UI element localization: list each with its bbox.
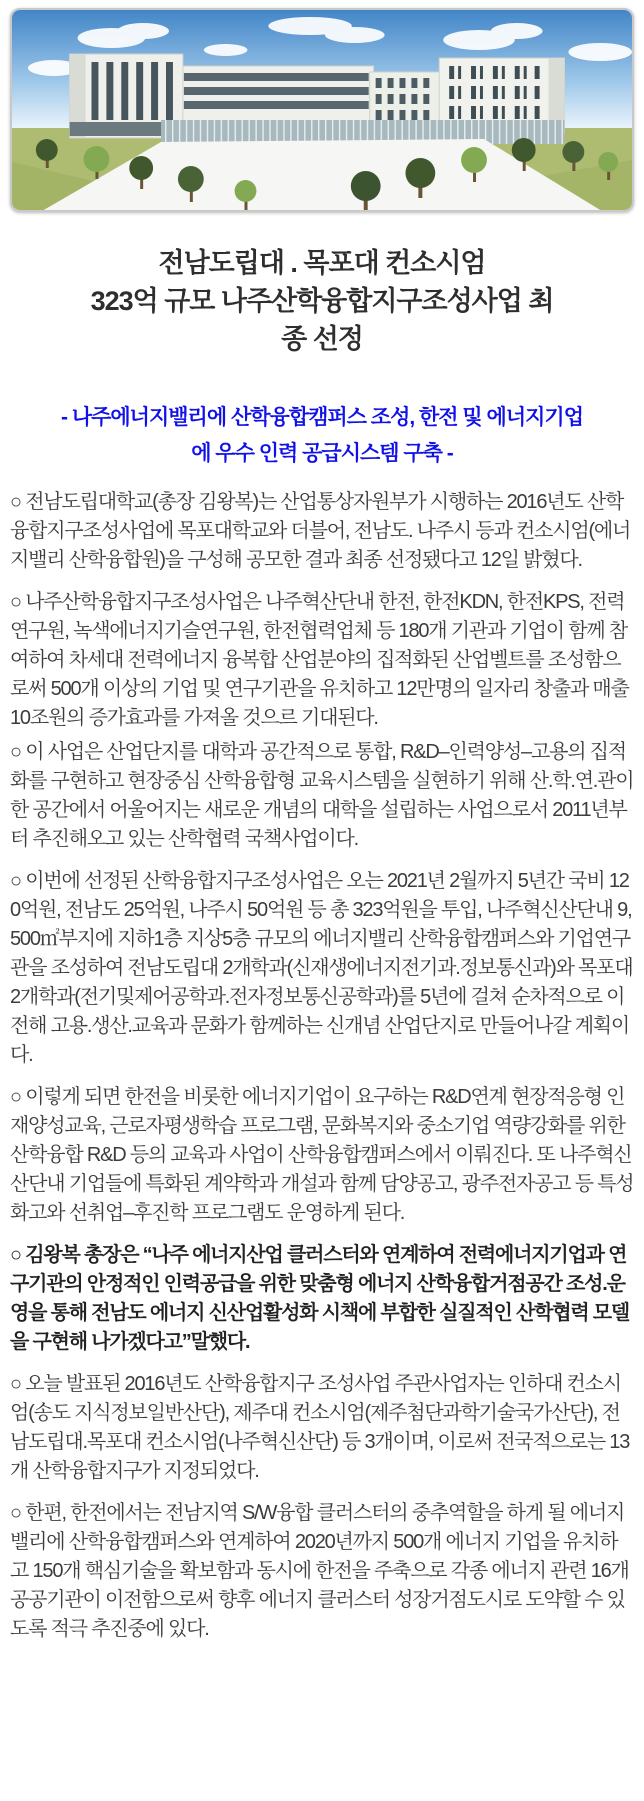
article-paragraph: ○ 이번에 선정된 산학융합지구조성사업은 오는 2021년 2월까지 5년간 국비 120억원, 전남도 25억원, 나주시 50억원 등 총 323억원을 투입, 나주혁신산단내 9,500㎡부지에 지하1층 지상5층 규모의 에너지밸리 산학융합캠퍼스와 기업연구관을 조성하여 전남도립대 2개학과(신재생에너지전기과.정보통신과)와 목포대 2개학과(전기및제어공학과.전자정보통신공학과)를 5년에 걸쳐 순차적으로 이전해 고용.생산.교육과 문화가 함께하는 신개념 산업단지로 만들어나갈 계획이다. xyxy=(10,870,633,1066)
title-line: 전남도립대 . 목포대 컨소시엄 xyxy=(158,248,486,278)
article-paragraph: ○ 이 사업은 산업단지를 대학과 공간적으로 통합, R&D–인력양성–고용의 집적화를 구현하고 현장중심 산학융합형 교육시스템을 실현하기 위해 산.학.연.관이 한 공간에서 어울어지는 새로운 개념의 대학을 설립하는 사업으로서 2011년부터 추진해오고 있는 산학협력 국책사업이다. xyxy=(10,741,634,850)
article-paragraph: ○ 오늘 발표된 2016년도 산학융합지구 조성사업 주관사업자는 인하대 컨소시엄(송도 지식정보일반산단), 제주대 컨소시엄(제주첨단과학기술국가산단), 전남도립대.목포대 컨소시엄(나주혁신산단) 등 3개이며, 이로써 전국적으로는 13개 산학융합지구가 지정되었다. xyxy=(10,1373,630,1482)
article-title xyxy=(6,244,638,358)
article-subtitle xyxy=(4,400,640,472)
article-body xyxy=(10,488,634,1644)
title-line: 종 선정 xyxy=(281,324,363,354)
campus-rendering-image xyxy=(12,10,632,210)
subtitle-line: - 나주에너지밸리에 산학융합캠퍼스 조성, 한전 및 에너지기업 xyxy=(61,406,583,429)
campus-buildings xyxy=(70,54,565,144)
article-paragraph: ○ 나주산학융합지구조성사업은 나주혁산단내 한전, 한전KDN, 한전KPS, 전력연구원, 녹색에너지기슬연구원, 한전협력업체 등 180개 기관과 기업이 함께 참여하여 차세대 전력에너지 융복합 산업분야의 집적화된 산업벨트를 조성함으로써 500개 이상의 기업 및 연구기관을 유치하고 12만명의 일자리 창출과 매출 10조원의 증가효과를 가져올 것으르 기대된다. xyxy=(10,591,629,729)
article-paragraph: ○ 전남도립대학교(총장 김왕복)는 산업통상자원부가 시행하는 2016년도 산학융합지구조성사업에 목포대학교와 더블어, 전남도. 나주시 등과 컨소시엄(에너지밸리 산학융합원)을 구성해 공모한 결과 최종 선정됐다고 12일 밝혔다. xyxy=(10,491,631,571)
article-paragraph: ○ 이렇게 되면 한전을 비롯한 에너지기업이 요구하는 R&D연계 현장적응형 인재양성교육, 근로자평생학습 프로그램, 문화복지와 중소기업 역량강화를 위한 산학융합 R&D 등의 교육과 사업이 산학융합캠퍼스에서 이뤄진다. 또 나주혁신산단내 기업들에 특화된 계약학과 개설과 함께 담양공고, 광주전자공고 등 특성화고와 선취업–후진학 프로그램도 운영하게 된다. xyxy=(10,1086,634,1224)
article-photo xyxy=(10,8,634,212)
title-line: 323억 규모 나주산학융합지구조성사업 최 xyxy=(90,286,554,316)
article-paragraph: ○ 한편, 한전에서는 전남지역 S/W융합 클러스터의 중추역할을 하게 될 에너지밸리에 산학융합캠퍼스와 연계하여 2020년까지 500개 에너지 기업을 유치하고 150개 핵심기술을 확보함과 동시에 한전을 주축으로 각종 에너지 관련 16개 공공기관이 이전함으로써 향후 에너지 클러스터 성장거점도시로 도약할 수 있도록 적극 추진중에 있다. xyxy=(10,1502,629,1640)
article-paragraph-quote: ○ 김왕복 총장은 “나주 에너지산업 클러스터와 연계하여 전력에너지기업과 연구기관의 안정적인 인력공급을 위한 맞춤형 에너지 산학융합거점공간 조성.운영을 통해 전남도 에너지 신산업활성화 시책에 부합한 실질적인 산학협력 모델을 구현해 나가겠다고”말했다. xyxy=(10,1244,630,1353)
subtitle-line: 에 우수 인력 공급시스템 구축 - xyxy=(191,442,453,465)
